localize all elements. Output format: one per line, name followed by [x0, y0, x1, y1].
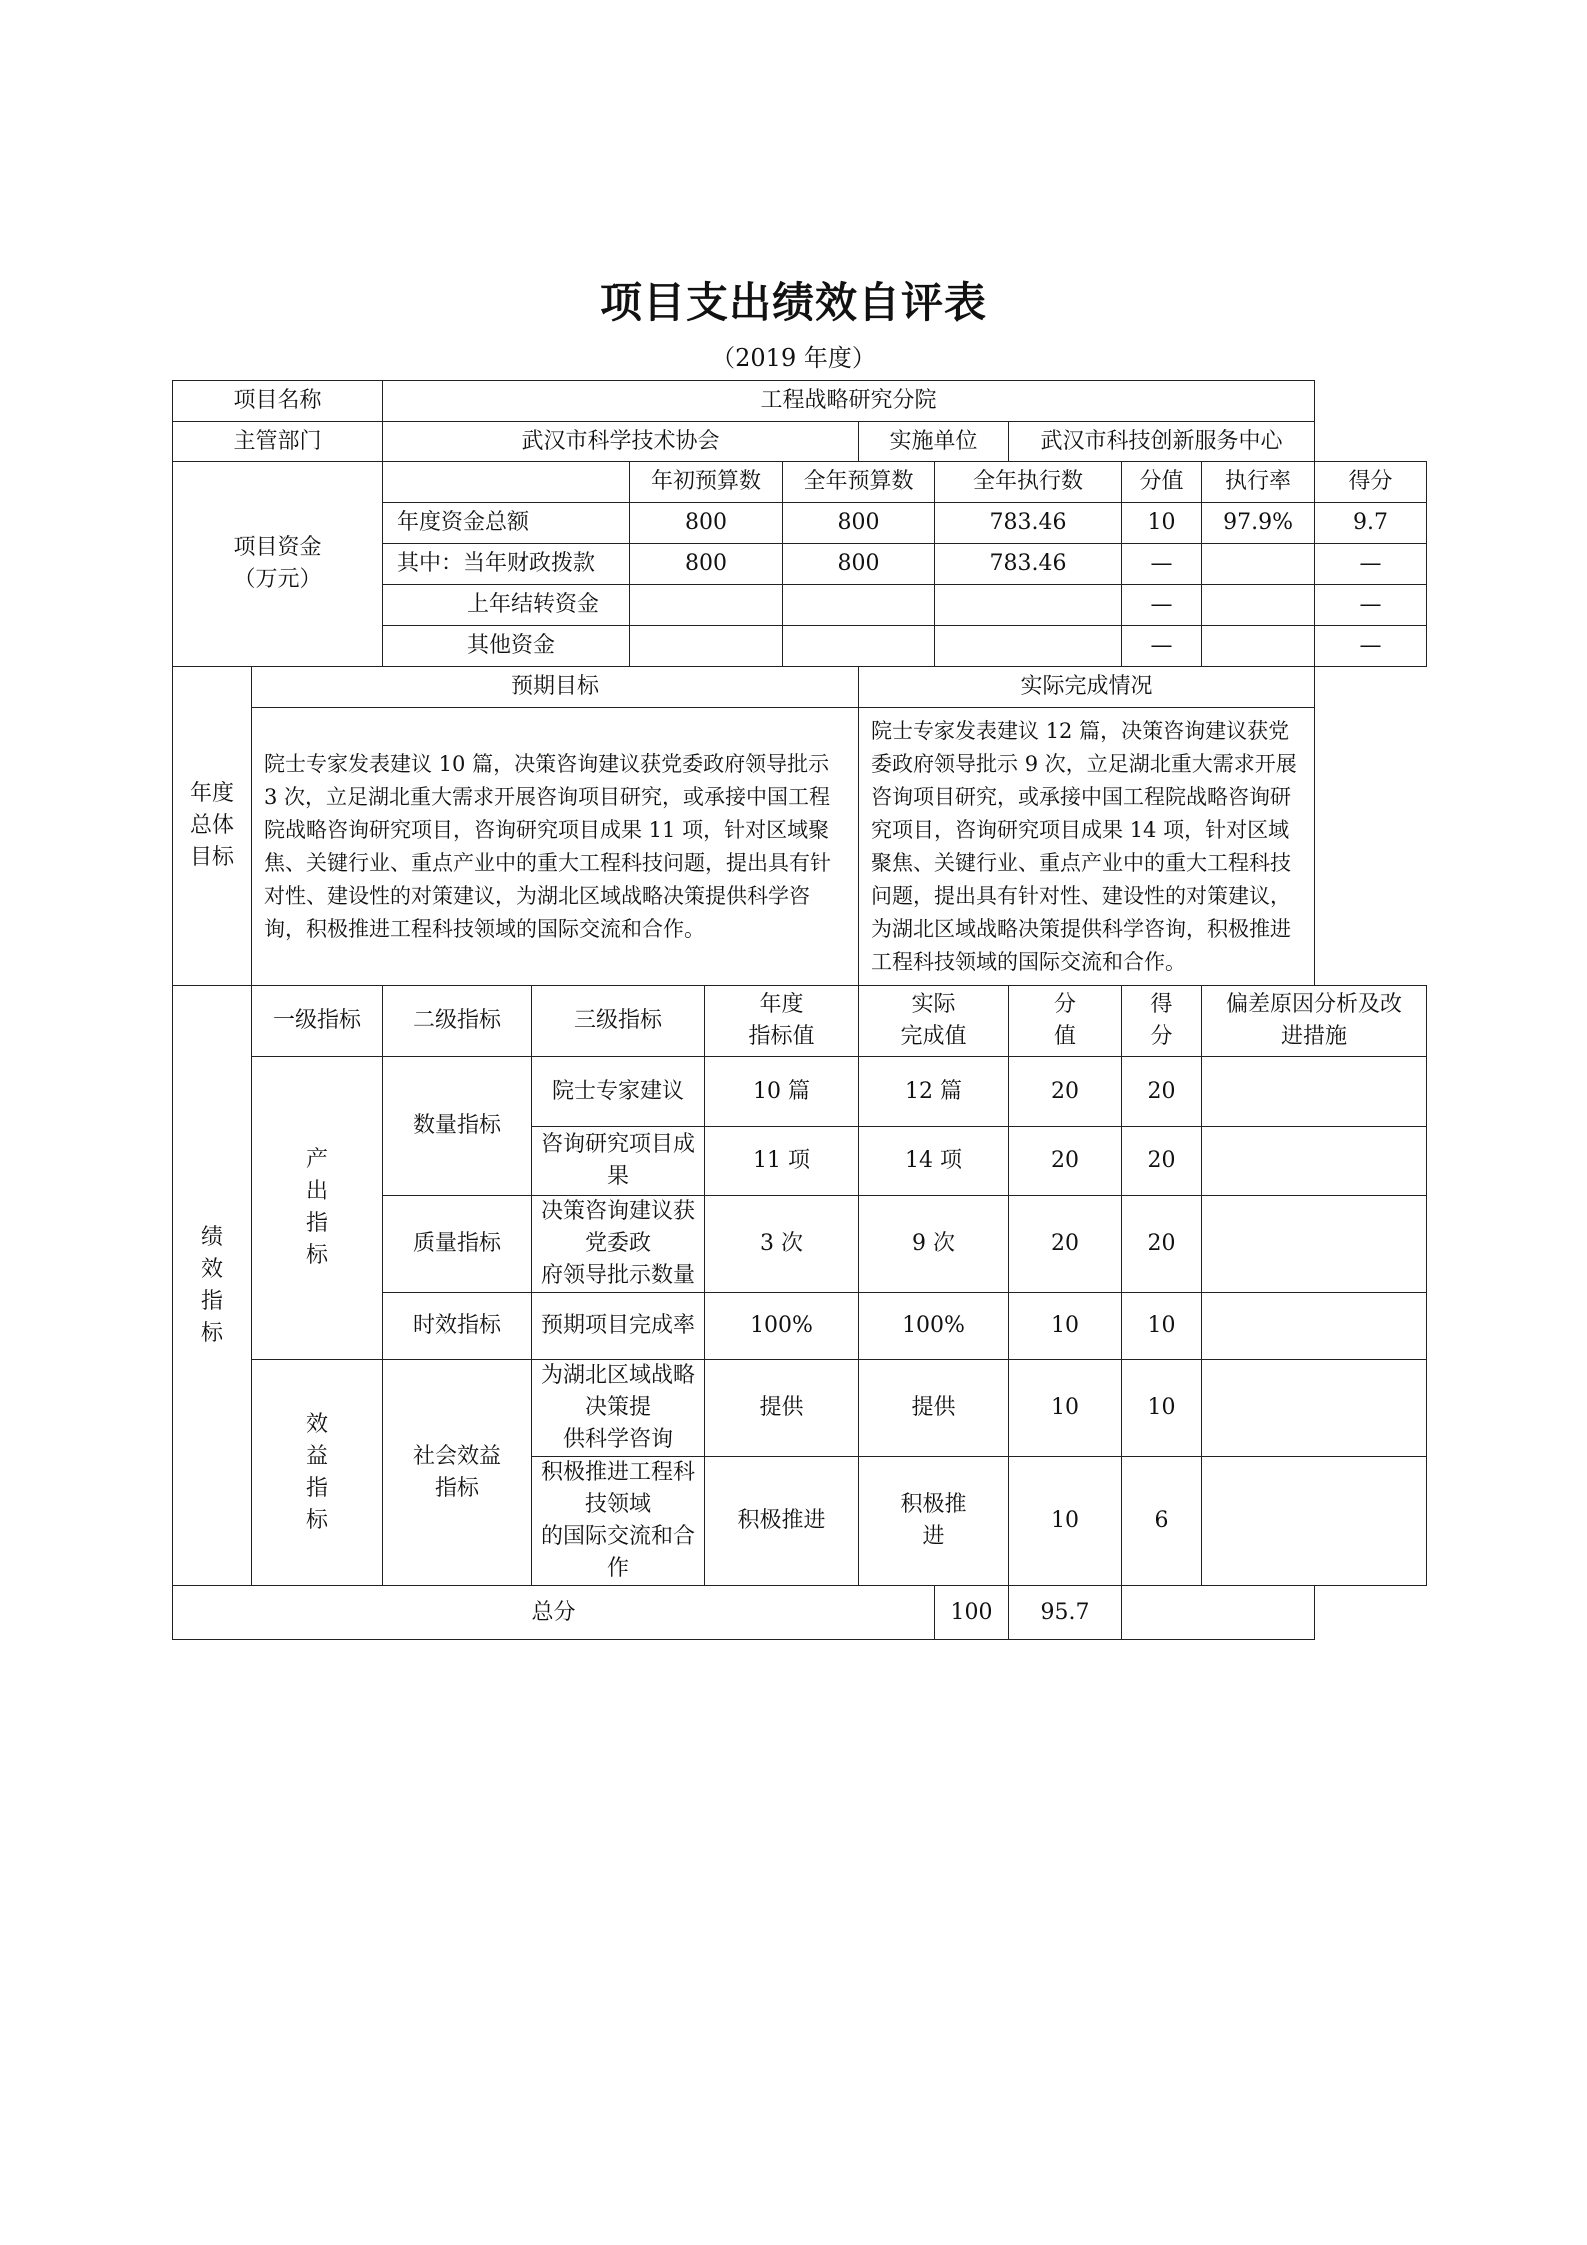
header-actual-line2: 完成值 — [900, 1024, 967, 1049]
deviation-analysis — [1202, 1196, 1427, 1293]
output-char: 标 — [306, 1243, 329, 1268]
level3-line1: 决策咨询建议获党委政 — [541, 1199, 696, 1256]
funds-annual — [783, 585, 935, 626]
total-row — [173, 1586, 1427, 1640]
actual-line2: 进 — [922, 1524, 945, 1549]
total-value: 100 — [935, 1586, 1009, 1640]
indicators-section-label — [173, 986, 252, 1586]
level3-indicator — [532, 1360, 705, 1457]
actual-result-text: 院士专家发表建议 12 篇，决策咨询建议获党委政府领导批示 9 次，立足湖北重大需求开展咨询项目研究，或承接中国工程院战略咨询研究项目，咨询研究项目成果 14 项，针对区域聚焦、关键行业、重点产业中的重大工程科技问题，提出具有针对性、建设性的对策建议，为湖北区域战略决策提供科学咨询，积极推进工程科技领域的国际交流和合作。 — [859, 708, 1315, 986]
funds-score: — — [1315, 626, 1427, 667]
funds-label — [173, 462, 383, 667]
department-label: 主管部门 — [173, 422, 383, 462]
benefit-char: 效 — [306, 1411, 329, 1437]
funds-row-label: 上年结转资金 — [383, 585, 630, 626]
score: 20 — [1122, 1057, 1202, 1127]
funds-label-line1: 项目资金 — [233, 535, 322, 560]
actual-line1: 积极推 — [900, 1492, 967, 1517]
level3-indicator — [532, 1293, 705, 1360]
funds-executed — [935, 626, 1122, 667]
level3-line2: 府领导批示数量 — [541, 1263, 696, 1288]
indicator-row — [173, 1057, 1427, 1127]
deviation-analysis — [1202, 1293, 1427, 1360]
actual-value — [859, 1457, 1009, 1586]
funds-score-value: — — [1122, 544, 1202, 585]
score-value: 20 — [1009, 1196, 1122, 1293]
unit-label: 实施单位 — [859, 422, 1009, 462]
funds-score-value: — — [1122, 626, 1202, 667]
actual-value — [859, 1360, 1009, 1457]
target-value: 提供 — [705, 1360, 859, 1457]
header-value — [1009, 986, 1122, 1057]
target-value: 100% — [705, 1293, 859, 1360]
page-title: 项目支出绩效自评表 — [599, 278, 987, 327]
actual-line1: 9 次 — [912, 1231, 956, 1256]
score: 10 — [1122, 1293, 1202, 1360]
timeliness-indicator-label: 时效指标 — [383, 1293, 532, 1360]
section-char: 效 — [200, 1256, 223, 1282]
department-value: 武汉市科学技术协会 — [383, 422, 859, 462]
header-score-line1: 得 — [1150, 992, 1173, 1017]
level3-indicator — [532, 1127, 705, 1196]
project-name-label: 项目名称 — [173, 381, 383, 422]
funds-score: 9.7 — [1315, 503, 1427, 544]
funds-annual — [783, 626, 935, 667]
header-actual — [859, 986, 1009, 1057]
funds-annual: 800 — [783, 544, 935, 585]
indicators-header-row — [173, 986, 1427, 1057]
project-name-value: 工程战略研究分院 — [383, 381, 1315, 422]
level3-line1: 咨询研究项目成果 — [541, 1132, 696, 1189]
funds-initial — [630, 626, 783, 667]
total-score: 95.7 — [1009, 1586, 1122, 1640]
header-score-line2: 分 — [1150, 1024, 1173, 1049]
funds-annual: 800 — [783, 503, 935, 544]
header-level1: 一级指标 — [252, 986, 383, 1057]
funds-label-line2: （万元） — [233, 567, 322, 592]
output-char: 指 — [306, 1211, 329, 1236]
header-score — [1122, 986, 1202, 1057]
funds-score-value: — — [1122, 585, 1202, 626]
header-deviation-line1: 偏差原因分析及改 — [1226, 992, 1403, 1017]
actual-line1: 14 项 — [905, 1148, 963, 1173]
benefit-indicator-label — [252, 1360, 383, 1586]
funds-initial: 800 — [630, 544, 783, 585]
header-score-value: 分值 — [1122, 462, 1202, 503]
target-value: 10 篇 — [705, 1057, 859, 1127]
actual-line1: 提供 — [911, 1395, 956, 1420]
header-annual-budget: 全年预算数 — [783, 462, 935, 503]
header-level2: 二级指标 — [383, 986, 532, 1057]
funds-header-blank — [383, 462, 630, 503]
header-value-line1: 分 — [1054, 992, 1077, 1017]
header-target-line1: 年度 — [759, 992, 804, 1017]
goals-label-line3: 目标 — [189, 845, 234, 870]
funds-rate — [1202, 626, 1315, 667]
section-char: 指 — [200, 1288, 223, 1314]
header-target — [705, 986, 859, 1057]
quality-indicator-label: 质量指标 — [383, 1196, 532, 1293]
section-char: 标 — [200, 1320, 223, 1346]
social-benefit-indicator-label — [383, 1360, 532, 1586]
header-level3: 三级指标 — [532, 986, 705, 1057]
goals-label-line2: 总体 — [189, 813, 234, 838]
funds-executed: 783.46 — [935, 503, 1122, 544]
performance-table — [172, 380, 1427, 1640]
level3-indicator — [532, 1196, 705, 1293]
funds-row-label: 其他资金 — [383, 626, 630, 667]
actual-line1: 100% — [902, 1313, 965, 1338]
total-deviation — [1122, 1586, 1315, 1640]
level3-line1: 院士专家建议 — [552, 1078, 685, 1104]
funds-row-label: 年度资金总额 — [383, 503, 630, 544]
deviation-analysis — [1202, 1457, 1427, 1586]
actual-value — [859, 1293, 1009, 1360]
header-deviation — [1202, 986, 1427, 1057]
score: 20 — [1122, 1127, 1202, 1196]
funds-score: — — [1315, 544, 1427, 585]
target-value: 积极推进 — [705, 1457, 859, 1586]
header-deviation-line2: 进措施 — [1281, 1024, 1348, 1049]
actual-value — [859, 1057, 1009, 1127]
score: 20 — [1122, 1196, 1202, 1293]
funds-rate — [1202, 585, 1315, 626]
social-label-line2: 指标 — [435, 1475, 480, 1501]
goals-label — [173, 667, 252, 986]
actual-result-header: 实际完成情况 — [859, 667, 1315, 708]
social-label-line1: 社会效益 — [413, 1443, 502, 1469]
funds-score: — — [1315, 585, 1427, 626]
funds-initial — [630, 585, 783, 626]
score: 10 — [1122, 1360, 1202, 1457]
header-value-line2: 值 — [1054, 1024, 1077, 1049]
level3-indicator — [532, 1457, 705, 1586]
deviation-analysis — [1202, 1360, 1427, 1457]
deviation-analysis — [1202, 1127, 1427, 1196]
level3-line2: 供科学咨询 — [563, 1427, 674, 1452]
funds-row-label: 其中：当年财政拨款 — [383, 544, 630, 585]
target-value: 3 次 — [705, 1196, 859, 1293]
score-value: 10 — [1009, 1293, 1122, 1360]
indicator-row — [173, 1360, 1427, 1457]
level3-indicator — [532, 1057, 705, 1127]
header-executed: 全年执行数 — [935, 462, 1122, 503]
score-value: 10 — [1009, 1360, 1122, 1457]
header-execution-rate: 执行率 — [1202, 462, 1315, 503]
project-name-row — [173, 381, 1427, 422]
funds-rate — [1202, 544, 1315, 585]
score-value: 20 — [1009, 1127, 1122, 1196]
funds-initial: 800 — [630, 503, 783, 544]
deviation-analysis — [1202, 1057, 1427, 1127]
header-score: 得分 — [1315, 462, 1427, 503]
target-value: 11 项 — [705, 1127, 859, 1196]
actual-value — [859, 1127, 1009, 1196]
funds-header-row — [173, 462, 1427, 503]
unit-value: 武汉市科技创新服务中心 — [1009, 422, 1315, 462]
benefit-char: 标 — [306, 1507, 329, 1533]
expected-goal-header: 预期目标 — [252, 667, 859, 708]
actual-value — [859, 1196, 1009, 1293]
level3-line1: 预期项目完成率 — [541, 1313, 696, 1338]
output-indicator-label — [252, 1057, 383, 1360]
funds-score-value: 10 — [1122, 503, 1202, 544]
level3-line1: 为湖北区域战略决策提 — [541, 1363, 696, 1420]
goals-text-row — [173, 708, 1427, 986]
output-char: 出 — [306, 1179, 329, 1204]
score-value: 20 — [1009, 1057, 1122, 1127]
level3-line1: 积极推进工程科技领域 — [541, 1460, 696, 1517]
department-row — [173, 422, 1427, 462]
funds-rate: 97.9% — [1202, 503, 1315, 544]
level3-line2: 的国际交流和合作 — [541, 1524, 696, 1581]
header-initial-budget: 年初预算数 — [630, 462, 783, 503]
goals-header-row — [173, 667, 1427, 708]
score-value: 10 — [1009, 1457, 1122, 1586]
actual-line1: 12 篇 — [905, 1078, 963, 1104]
benefit-char: 指 — [306, 1475, 329, 1501]
funds-executed — [935, 585, 1122, 626]
benefit-char: 益 — [306, 1443, 329, 1469]
quantity-indicator-label: 数量指标 — [383, 1057, 532, 1196]
goals-label-line1: 年度 — [189, 781, 234, 806]
total-label: 总分 — [173, 1586, 935, 1640]
header-actual-line1: 实际 — [911, 992, 956, 1017]
section-char: 绩 — [200, 1224, 223, 1250]
score: 6 — [1122, 1457, 1202, 1586]
header-target-line2: 指标值 — [748, 1024, 815, 1049]
expected-goal-text: 院士专家发表建议 10 篇，决策咨询建议获党委政府领导批示 3 次，立足湖北重大需求开展咨询项目研究，或承接中国工程院战略咨询研究项目，咨询研究项目成果 11 项，针对区域聚焦、关键行业、重点产业中的重大工程科技问题，提出具有针对性、建设性的对策建议，为湖北区域战略决策提供科学咨询，积极推进工程科技领域的国际交流和合作。 — [252, 708, 859, 986]
page-subtitle: （2019 年度） — [711, 344, 876, 372]
output-char: 产 — [306, 1147, 329, 1172]
funds-executed: 783.46 — [935, 544, 1122, 585]
